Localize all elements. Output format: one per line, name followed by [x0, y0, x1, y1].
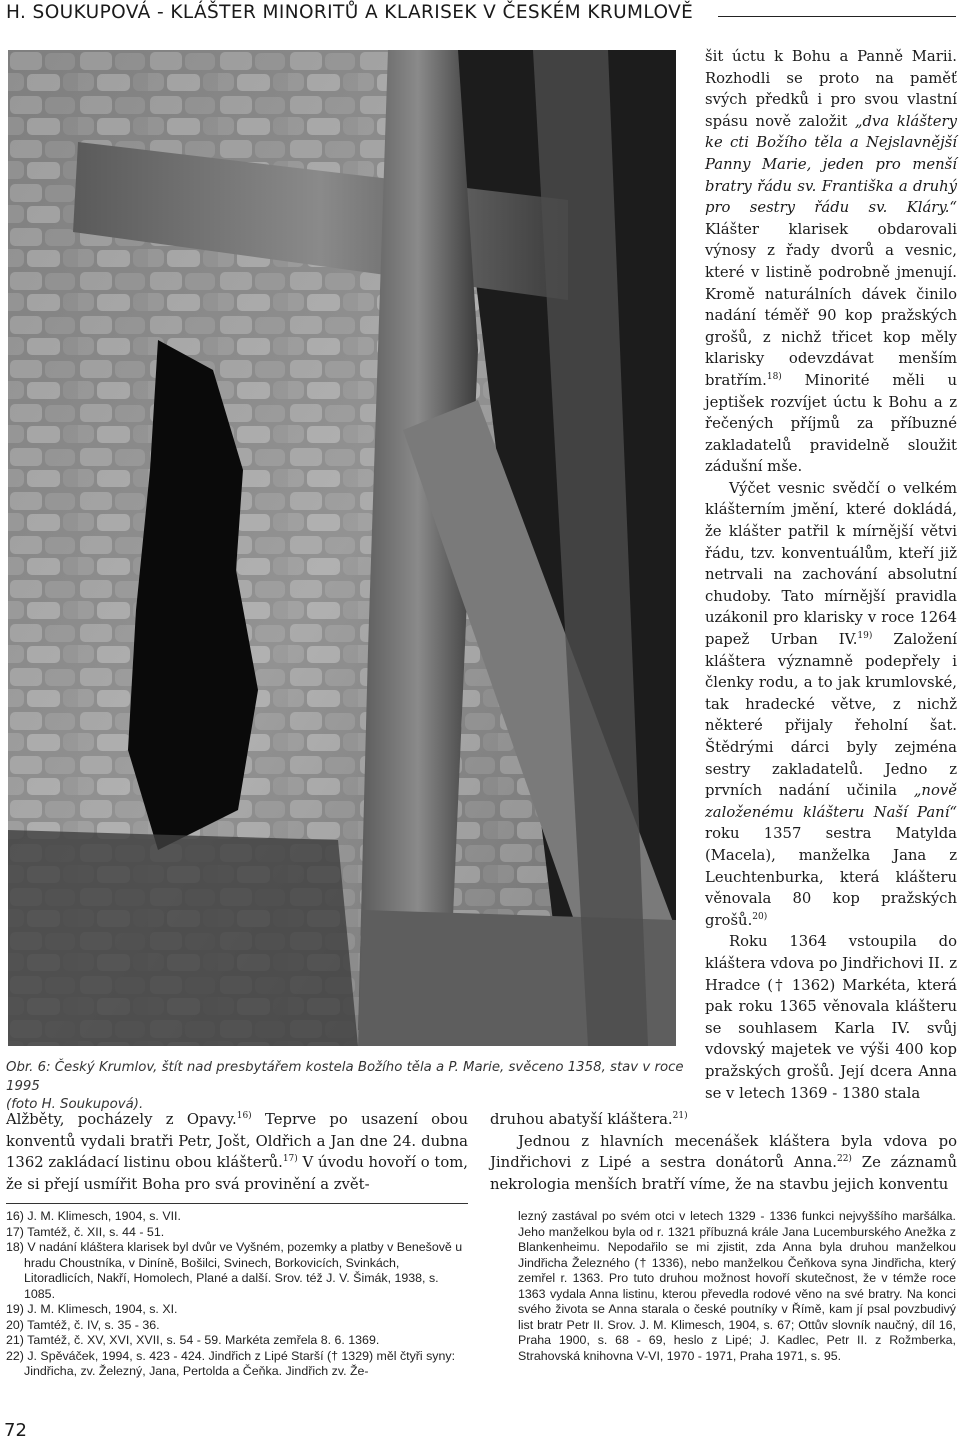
paragraph: Výčet vesnic svědčí o velkém klášterním jmění, které dokládá, že klášter patřil k mírnější větvi řádu, tzv. konventuálům, kteří již netrvali na zachování absolutní chudoby. Tato mírnější pravidla uzákonil pro klarisky v roce 1264 papež Urban IV.$^{19)}$ Založení kláštera významně podepřely i členky rodu, a to jak krumlovské, tak hradecké větve, z nichž některé přijaly řeholní šat. Štědrými dárci byly zejména sestry zakladatelů. Jedno z prvních nadání učinila „nově založenému klášteru Naší Paní“ roku 1357 sestra Matylda (Macela), manželka Jana z Leuchtenburka, která klášteru věnovala 80 kop pražských grošů.$^{20)}$ — [705, 479, 957, 929]
paragraph: Alžběty, pocházely z Opavy.$^{16)}$ Teprve po usazení obou konventů vydali bratři Petr, Jošt, Oldřich a Jan dne 24. dubna 1362 zakládací listinu obou klášterů.$^{17)}$ V úvodu hovoří o tom, že si přejí usmířit Boha pro svá provinění a zvět- — [6, 1111, 469, 1193]
page-number: 72 — [4, 1420, 27, 1441]
caption-line-2: (foto H. Soukupová). — [6, 1097, 144, 1112]
footnote: 18) V nadání kláštera klarisek byl dvůr ve Vyšném, pozemky a platby v Benešově u hradu Choustníka, v Diníně, Bošilci, Svinech, Borkovicích, Svinkách, Litoradlicích, Nakří, Homolech, Plané a další. Srov. též J. V. Šimák, 1938, s. 1085. — [6, 1240, 463, 1301]
running-header-title: H. SOUKUPOVÁ - KLÁŠTER MINORITŮ A KLARISEK V ČESKÉM KRUMLOVĚ — [6, 2, 694, 23]
paragraph: Jednou z hlavních mecenášek kláštera byla vdova po Jindřichovi z Lipé a sestra donátorů Anna.$^{22)}$ Ze záznamů nekrologia menších bratří víme, že na stavbu jejich konventu — [490, 1132, 957, 1193]
footnote: 21) Tamtéž, č. XV, XVI, XVII, s. 54 - 59. Markéta zemřela 8. 6. 1369. — [6, 1333, 380, 1347]
footnote: 20) Tamtéž, č. IV, s. 35 - 36. — [6, 1317, 160, 1332]
footnotes-right: lezný zastával po svém otci v letech 1329 - 1336 funkci nejvyššího maršálka. Jeho manželkou byla od r. 1321 příbuzná krále Jana Lucemburského Anežka z Blankenheimu. Nepodařilo se mi zjistit, zda Anna byla druhou manželkou Jindřicha Železného († 1336), nebo manželkou Čeňkova syna Jindřicha, který zemřel r. 1363. Pro tuto druhou možnost hovoří skutečnost, že v témže roce 1363 vydala Anna listinu, kterou převedla rodové věno na své bratry. Na konci svého života se Anna starala o české poutníky v Římě, kam jí psal povzbudivý list bratr Petr II. Srov. J. M. Klimesch, 1904, s. 67; Ottův slovník naučný, díl 16, Praha 1900, s. 68 - 69, heslo z Lipé; J. Kadlec, Petr II. z Rožmberka, Strahovská knihovna V-VI, 1970 - 1971, Praha 1971, s. 95. — [518, 1209, 956, 1363]
bottom-right-text — [490, 1109, 957, 1195]
footnote-rule — [6, 1203, 468, 1204]
running-header — [6, 2, 956, 26]
paragraph: druhou abatyší kláštera.$^{21)}$ — [490, 1111, 688, 1128]
footnotes-left — [6, 1209, 468, 1380]
footnote: 19) J. M. Klimesch, 1904, s. XI. — [6, 1302, 178, 1316]
floor-shadow — [8, 830, 358, 1046]
figure-caption — [6, 1059, 696, 1115]
left-text-block — [6, 1109, 468, 1195]
paragraph: šit úctu k Bohu a Panně Marii. Rozhodli se proto na paměť svých předků i pro svou vlastní spásu nově založit „dva kláštery ke cti Božího těla a Nejslavnější Panny Marie, jeden pro menší bratry řádu sv. Františka a druhý pro sestry řádu sv. Kláry.“ Klášter klarisek obdarovali výnosy z řady dvorů a vesnic, které v listině podrobně jmenují. Kromě naturálních dávek činilo nadání téměř 90 kop pražských grošů, z nichž třicet kop měly klarisky odevzdávat menším bratřím.$^{18)}$ Minorité měli u jeptišek rozvíjet úctu k Bohu a z řečených příjmů za příbuzné zakladatelů pravidelně sloužit zádušní mše. — [705, 48, 957, 476]
caption-line-1: Obr. 6: Český Krumlov, štít nad presbytářem kostela Božího těla a P. Marie, svěceno 1358, stav v roce 1995 — [6, 1060, 684, 1094]
footnote: 16) J. M. Klimesch, 1904, s. VII. — [6, 1209, 181, 1223]
photo-illustration — [8, 50, 676, 1046]
right-text-column — [705, 46, 957, 1104]
footnote: 17) Tamtéž, č. XII, s. 44 - 51. — [6, 1224, 165, 1239]
header-rule — [718, 16, 956, 17]
figure-photo — [8, 50, 676, 1046]
footnote: 22) J. Spěváček, 1994, s. 423 - 424. Jindřich z Lipé Starší († 1329) měl čtyři syny: Jindřicha, zv. Železný, Jana, Pertolda a Čeňka. Jindřich zv. Že- — [6, 1348, 456, 1378]
paragraph: Roku 1364 vstoupila do kláštera vdova po Jindřichovi II. z Hradce († 1362) Markéta, která pak roku 1365 věnovala klášteru se souhlasem Karla IV. svůj vdovský majetek ve výši 400 kop pražských grošů. Její dcera Anna se v letech 1369 - 1380 stala — [705, 933, 958, 1102]
